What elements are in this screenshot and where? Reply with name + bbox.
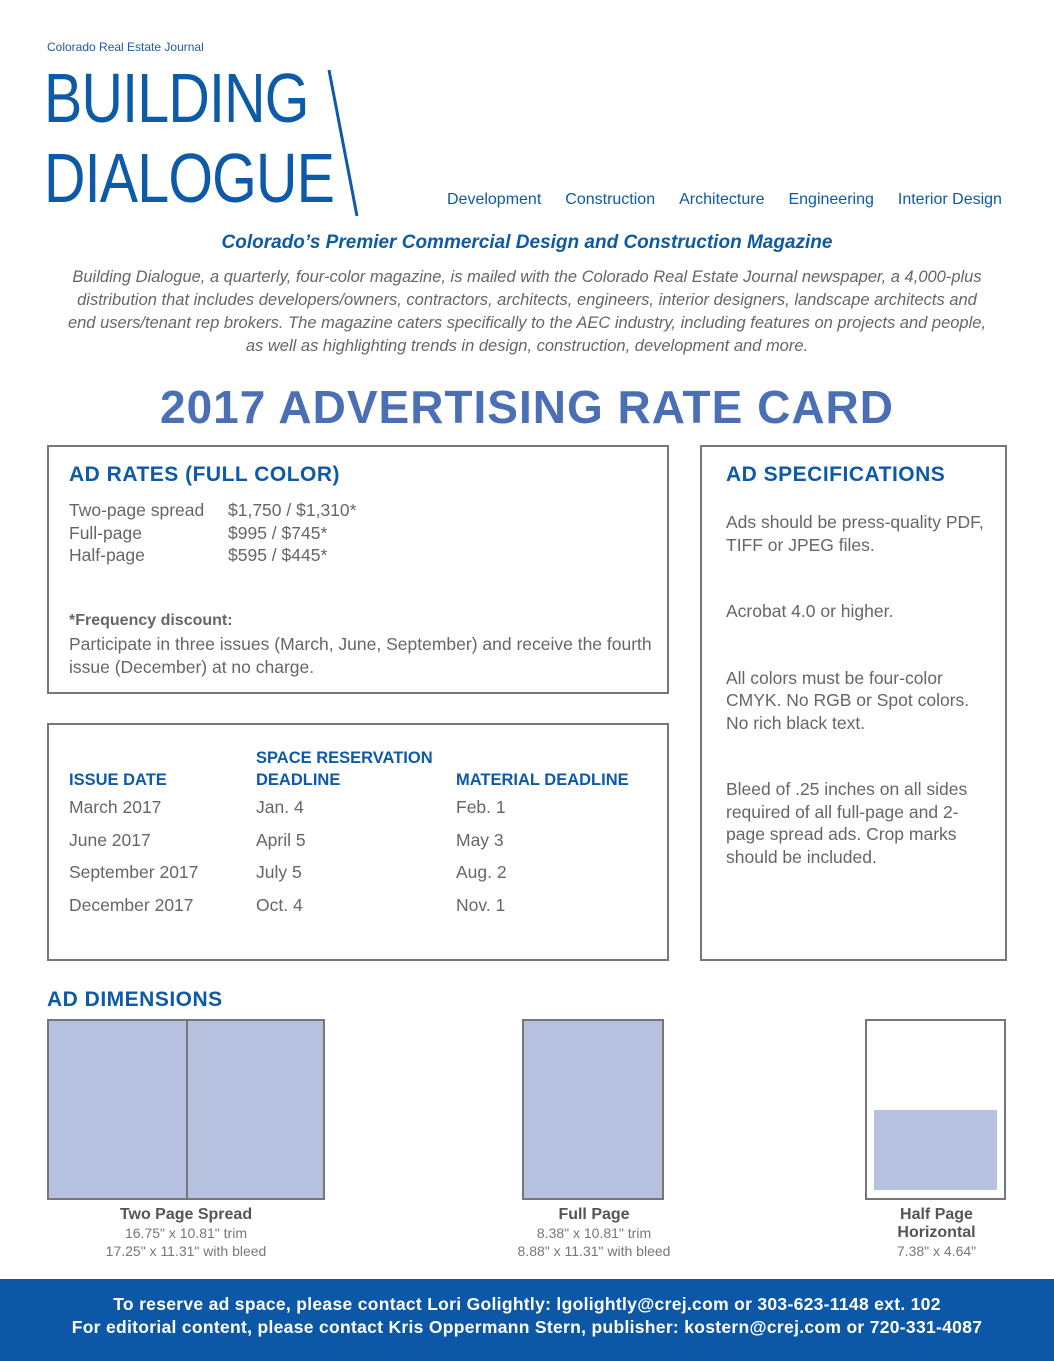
spec-item: Ads should be press-quality PDF, TIFF or JPEG files. (726, 512, 984, 555)
rate-price: $1,750 / $1,310* (228, 500, 357, 520)
material-deadline: Nov. 1 (456, 895, 506, 916)
spread-caption (47, 1206, 325, 1260)
table-row (69, 856, 649, 889)
frequency-discount-text: Participate in three issues (March, June, September) and receive the fourth issue (December) at no charge. (69, 634, 652, 677)
material-deadline: Feb. 1 (456, 797, 506, 817)
spread-name: Two Page Spread (119, 1206, 253, 1223)
frequency-discount-title: *Frequency discount: (69, 612, 233, 629)
spec-item: Acrobat 4.0 or higher. (726, 601, 894, 621)
rate-price: $995 / $745* (228, 522, 328, 543)
topic-construction: Construction (565, 191, 656, 208)
backslash-icon (326, 68, 360, 218)
logo-text (44, 58, 334, 218)
spread-fold-line (186, 1021, 188, 1198)
header-issue-date: ISSUE DATE (69, 771, 167, 789)
spread-bleed: 17.25" x 11.31" with bleed (105, 1243, 267, 1259)
topic-nav (447, 191, 1002, 209)
half-page-diagram (865, 1019, 1006, 1200)
schedule-box (47, 723, 669, 961)
contact-footer (0, 1279, 1054, 1361)
specs-list (726, 511, 996, 912)
half-page-ad-area (874, 1110, 997, 1190)
table-row (69, 824, 649, 857)
full-page-name: Full Page (558, 1206, 630, 1223)
spread-trim: 16.75" x 10.81" trim (124, 1225, 247, 1241)
rate-row (69, 522, 356, 545)
full-page-trim: 8.38" x 10.81" trim (536, 1225, 652, 1241)
half-page-caption (866, 1206, 1007, 1260)
table-row (69, 889, 649, 922)
header-material-deadline: MATERIAL DEADLINE (456, 771, 629, 789)
rate-row (69, 499, 356, 522)
intro-paragraph: Building Dialogue, a quarterly, four-color magazine, is mailed with the Colorado Real Estate Journal newspaper, a 4,000-plus distribution that includes developers/owners, contractors, architects, engineers, interior designers, landscape architects and end users/tenant rep brokers. The magazine caters specifically to the AEC industry, including features on projects and people, as well as highlighting trends in design, construction, development and more. (67, 268, 987, 355)
material-deadline: May 3 (456, 829, 504, 850)
issue-date: June 2017 (69, 829, 151, 850)
ad-rates-title: AD RATES (FULL COLOR) (69, 463, 341, 486)
full-page-bleed: 8.88" x 11.31" with bleed (517, 1243, 671, 1259)
full-page-diagram (522, 1019, 664, 1200)
topic-development: Development (447, 191, 542, 208)
half-page-size: 7.38" x 4.64" (896, 1243, 977, 1259)
rate-row (69, 544, 356, 567)
spec-item: All colors must be four-color CMYK. No RGB or Spot colors. No rich black text. (726, 667, 970, 733)
half-page-name-1: Half Page (900, 1206, 973, 1223)
topic-architecture: Architecture (679, 191, 765, 208)
ad-specs-box (700, 445, 1007, 961)
header-space-reservation-line1: SPACE RESERVATION (256, 749, 433, 767)
footer-editorial-contact: For editorial content, please contact Kris Oppermann Stern, publisher: kostern@crej.com or 720-331-4087 (71, 1316, 983, 1337)
rate-price: $595 / $445* (228, 545, 328, 565)
issue-date: March 2017 (69, 797, 162, 817)
ad-dimensions-title: AD DIMENSIONS (47, 988, 223, 1011)
logo-line-1: BUILDING (44, 59, 309, 137)
two-page-spread-diagram (47, 1019, 325, 1200)
topic-engineering: Engineering (788, 191, 874, 208)
ad-rates-box (47, 445, 669, 694)
page-title: 2017 ADVERTISING RATE CARD (159, 381, 894, 433)
logo-line-2: DIALOGUE (44, 139, 335, 217)
journal-name: Colorado Real Estate Journal (47, 40, 204, 54)
spec-item: Bleed of .25 inches on all sides required of all full-page and 2-page spread ads. Crop marks should be included. (726, 779, 968, 867)
ad-specs-title: AD SPECIFICATIONS (726, 463, 946, 486)
space-deadline: July 5 (256, 862, 302, 883)
schedule-table (69, 743, 649, 922)
schedule-header (69, 743, 649, 791)
logo (44, 58, 364, 218)
rates-list (69, 499, 356, 567)
rate-label: Half-page (69, 545, 145, 565)
topic-interior-design: Interior Design (897, 191, 1002, 208)
header-space-reservation (256, 747, 433, 791)
table-row (69, 791, 649, 824)
space-deadline: Jan. 4 (256, 797, 304, 817)
space-deadline: April 5 (256, 829, 306, 850)
issue-date: December 2017 (69, 895, 194, 916)
footer-ad-contact: To reserve ad space, please contact Lori Golightly: lgolightly@crej.com or 303-623-1148 ext. 102 (113, 1294, 941, 1314)
tagline: Colorado’s Premier Commercial Design and Construction Magazine (221, 232, 833, 253)
half-page-name-2: Horizontal (897, 1224, 976, 1241)
rate-label: Full-page (69, 522, 142, 543)
issue-date: September 2017 (69, 862, 199, 883)
rate-label: Two-page spread (69, 500, 205, 520)
space-deadline: Oct. 4 (256, 895, 303, 916)
material-deadline: Aug. 2 (456, 862, 507, 883)
header-space-reservation-line2: DEADLINE (256, 771, 341, 789)
full-page-caption (494, 1206, 694, 1260)
